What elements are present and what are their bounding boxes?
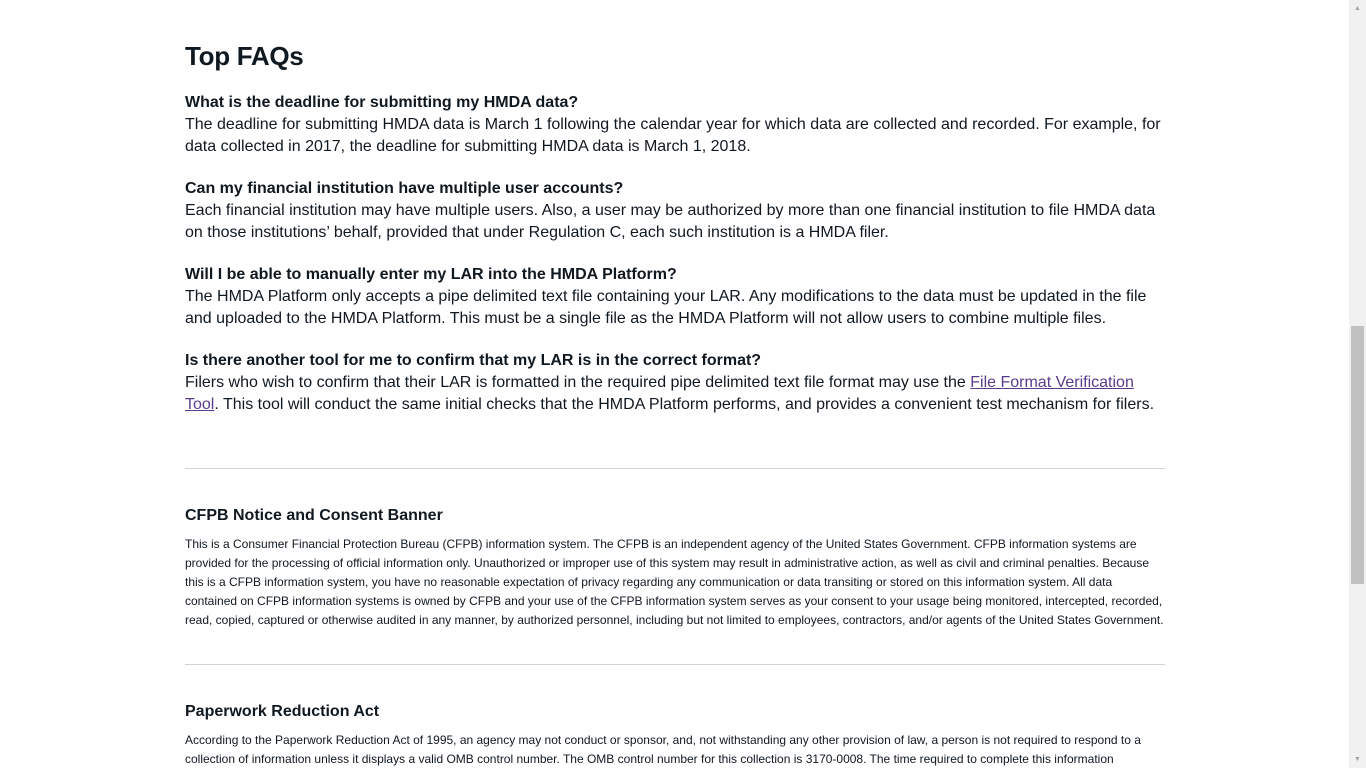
scroll-up-arrow-icon[interactable]: ▲ [1354,5,1361,12]
faqs-heading: Top FAQs [185,41,304,71]
cfpb-notice-body: This is a Consumer Financial Protection Bureau (CFPB) information system. The CFPB is an independent agency of the United States Government. CFPB information systems are provided for the processing of official information only. Unauthorized or improper use of this system may result in administrative action, as well as civil and criminal penalties. Because this is a CFPB information system, you have no reasonable expectation of privacy regarding any communication or data transiting or stored on this information system. All data contained on CFPB information systems is owned by CFPB and your use of the CFPB information system serves as your consent to your usage being monitored, intercepted, recorded, read, copied, captured or otherwise audited in any manner, by authorized personnel, including but not limited to employees, contractors, and/or agents of the United States Government. [185,537,1164,627]
faq-answer-text: Filers who wish to confirm that their LAR is formatted in the required pipe delimited text file format may use the [185,374,971,391]
faq-answer: The HMDA Platform only accepts a pipe delimited text file containing your LAR. Any modifications to the data must be updated in the file and uploaded to the HMDA Platform. This must be a single file as the HMDA Platform will not allow users to combine multiple files. [185,288,1147,327]
faq-question: Is there another tool for me to confirm that my LAR is in the correct format? [185,352,762,369]
faq-item [185,350,1165,416]
section-divider [185,664,1165,665]
cfpb-notice-title: CFPB Notice and Consent Banner [185,507,443,524]
faq-answer [185,372,1165,416]
faq-item [185,264,1165,330]
main-content [185,40,1165,768]
faq-answer: Each financial institution may have multiple users. Also, a user may be authorized by more than one financial institution to file HMDA data on those institutions’ behalf, provided that under Regulation C, each such institution is a HMDA filer. [185,202,1156,241]
faq-answer: The deadline for submitting HMDA data is March 1 following the calendar year for which data are collected and recorded. For example, for data collected in 2017, the deadline for submitting HMDA data is March 1, 2018. [185,116,1161,155]
paperwork-reduction-section [185,701,1165,768]
file-format-verification-tool-link[interactable]: File Format Verification Tool [185,374,1134,413]
scrollbar-thumb[interactable] [1351,326,1364,584]
paperwork-reduction-body: According to the Paperwork Reduction Act of 1995, an agency may not conduct or sponsor, and, not withstanding any other provision of law, a person is not required to respond to a collection of information unless it displays a valid OMB control number. The OMB control number for this collection is 3170-0008. The time required to complete this information [185,733,1141,766]
section-divider [185,468,1165,469]
faq-question: Can my financial institution have multiple user accounts? [185,180,624,197]
scroll-down-arrow-icon[interactable]: ▼ [1354,756,1361,763]
vertical-scrollbar[interactable] [1349,0,1366,768]
faq-item [185,178,1165,244]
cfpb-notice-section [185,505,1165,630]
faq-answer-text: . This tool will conduct the same initial checks that the HMDA Platform performs, and provides a convenient test mechanism for filers. [214,396,1155,413]
faq-item [185,92,1165,158]
faq-question: Will I be able to manually enter my LAR into the HMDA Platform? [185,266,677,283]
faq-question: What is the deadline for submitting my HMDA data? [185,94,579,111]
paperwork-reduction-title: Paperwork Reduction Act [185,703,380,720]
